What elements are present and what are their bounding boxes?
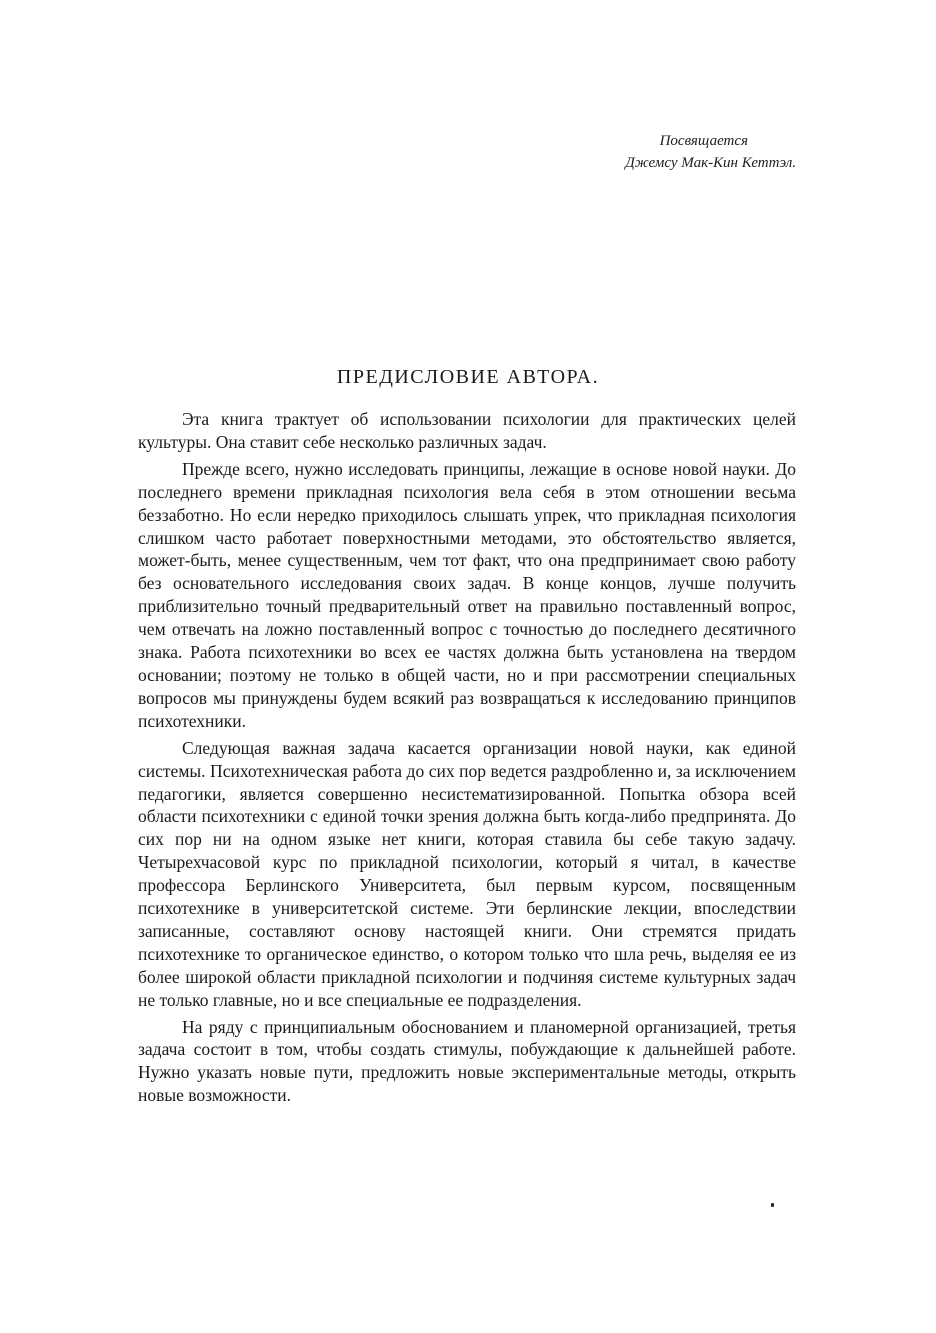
dedication <box>536 130 796 174</box>
dedication-line-1: Посвящается <box>659 133 748 149</box>
paragraph-3: Следующая важная задача касается организации новой науки, как единой системы. Психотехническая работа до сих пор ведется раздробленно и, за исключением педагогики, является совершенно несистематизированной. Попытка обзора всей области психотехники с единой точки зрения должна быть когда-либо предпринята. До сих пор ни на одном языке нет книги, которая ставила бы себе такую задачу. Четырехчасовой курс по прикладной психологии, который я читал, в качестве профессора Берлинского Университета, был первым курсом, посвященным психотехнике в университетской системе. Эти берлинские лекции, впоследствии записанные, составляют основу настоящей книги. Они стремятся придать психотехнике то органическое единство, о котором только что шла речь, выделяя ее из более широкой области прикладной психологии и подчиняя системе культурных задач не только главные, но и все специальные ее подразделения. <box>138 737 796 1010</box>
dedication-line-2: Джемсу Мак-Кин Кеттэл. <box>625 155 796 171</box>
scan-speck <box>771 1203 774 1207</box>
page-title: ПРЕДИСЛОВИЕ АВТОРА. <box>336 366 600 388</box>
paragraph-2: Прежде всего, нужно исследовать принципы, лежащие в основе новой науки. До последнего времени прикладная психология вела себя в этом отношении весьма беззаботно. Но если нередко приходилось слышать упрек, что прикладная психология слишком часто работает поверхностными методами, это обстоятельство является, может-быть, менее существенным, чем тот факт, что она предпринимает свою работу без основательного исследования своих задач. В конце концов, лучше получить приблизительно точный предварительный ответ на правильно поставленный вопрос, чем отвечать на ложно поставленный вопрос с точностью до последнего десятичного знака. Работа психотехники во всех ее частях должна быть установлена на твердом основании; поэтому не только в общей части, но и при рассмотрении специальных вопросов мы принуждены будем всякий раз возвращаться к исследованию принципов психотехники. <box>138 458 796 731</box>
paragraph-1: Эта книга трактует об использовании психологии для практических целей культуры. Она ставит себе несколько различных задач. <box>138 409 796 452</box>
body-text <box>138 408 796 1111</box>
paragraph-4: На ряду с принципиальным обоснованием и планомерной организацией, третья задача состоит в том, чтобы создать стимулы, побуждающие к дальнейшей работе. Нужно указать новые пути, предложить новые экспериментальные методы, открыть новые возможности. <box>138 1016 796 1106</box>
